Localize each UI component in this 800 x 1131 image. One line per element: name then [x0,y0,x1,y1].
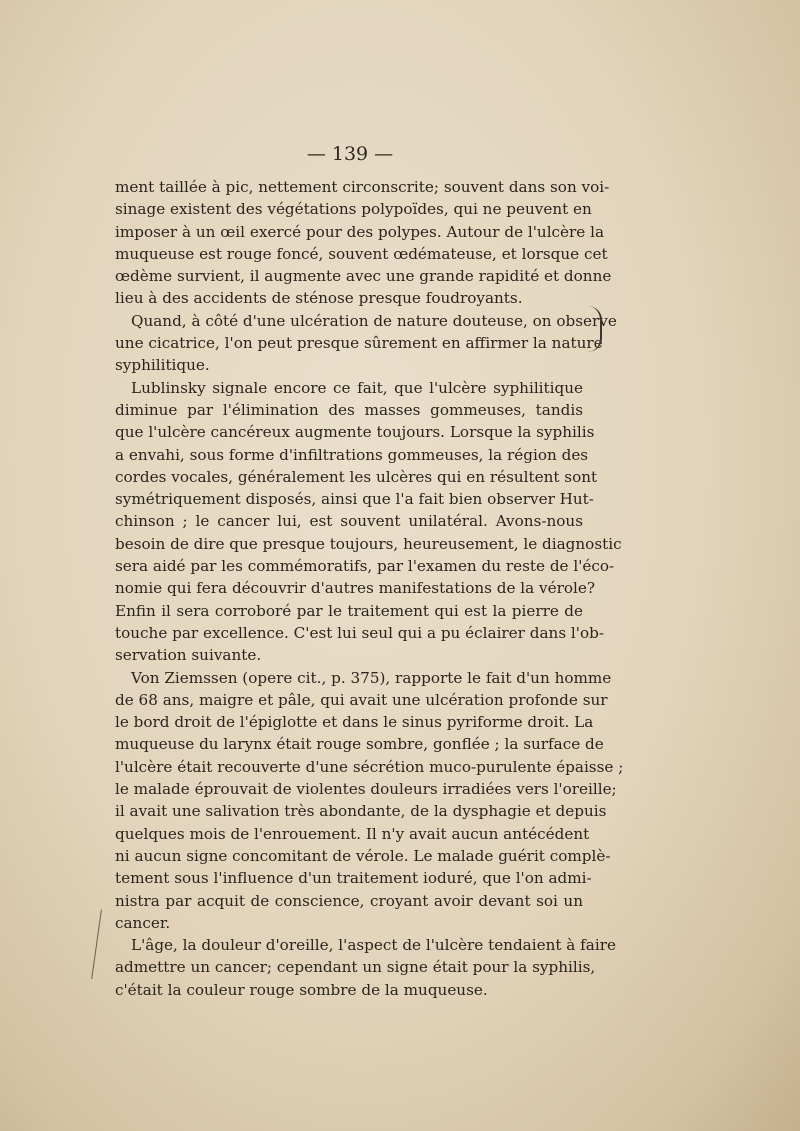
text-line: c'était la couleur rouge sombre de la muqueuse. [115,980,488,999]
text-line: syphilitique. [115,356,210,375]
text-line: lieu à des accidents de sténose presque foudroyants. [115,289,523,308]
text-line: diminue par l'élimination des masses gommeuses, tandis [115,400,583,419]
text-line: il avait une salivation très abondante, de la dysphagie et depuis [115,802,607,821]
text-line: tement sous l'influence d'un traitement ioduré, que l'on admi- [115,869,592,888]
text-line: cordes vocales, généralement les ulcères qui en résultent sont [115,467,598,486]
text-line: sera aidé par les commémoratifs, par l'examen du reste de l'éco- [115,557,615,576]
text-line: œdème survient, il augmente avec une grande rapidité et donne [115,267,612,286]
text-line: symétriquement disposés, ainsi que l'a fait bien observer Hut- [115,490,594,509]
text-line: le malade éprouvait de violentes douleurs irradiées vers l'oreille; [115,780,617,799]
margin-pencil-mark [91,910,110,981]
text-line: ment taillée à pic, nettement circonscrite; souvent dans son voi- [115,178,610,196]
margin-bracket [586,306,602,352]
text-line: muqueuse est rouge foncé, souvent œdémateuse, et lorsque cet [115,244,608,263]
page-number: — 139 — [306,143,394,165]
text-line: une cicatrice, l'on peut presque sûrement en affirmer la nature [115,334,603,353]
text-line: imposer à un œil exercé pour des polypes. Autour de l'ulcère la [115,222,605,241]
text-line: sinage existent des végétations polypoïdes, qui ne peuvent en [115,200,592,219]
text-line: nomie qui fera découvrir d'autres manifestations de la vérole? [115,579,595,598]
text-line: admettre un cancer; cependant un signe était pour la syphilis, [115,958,596,977]
text-line: servation suivante. [115,646,262,665]
text-line: Von Ziemssen (opere cit., p. 375), rapporte le fait d'un homme [131,668,612,687]
text-line: l'ulcère était recouverte d'une sécrétion muco-purulente épaisse ; [115,757,624,776]
text-line: L'âge, la douleur d'oreille, l'aspect de l'ulcère tendaient à faire [131,936,616,955]
text-line: cancer. [115,913,171,932]
text-line: muqueuse du larynx était rouge sombre, gonflée ; la surface de [115,735,604,754]
text-line: nistra par acquit de conscience, croyant avoir devant soi un [115,891,583,910]
text-line: Quand, à côté d'une ulcération de nature douteuse, on observe [131,311,617,330]
text-line: de 68 ans, maigre et pâle, qui avait une ulcération profonde sur [115,690,608,709]
text-line: touche par excellence. C'est lui seul qui a pu éclairer dans l'ob- [115,623,604,642]
text-line: chinson ; le cancer lui, est souvent unilatéral. Avons-nous [115,512,583,531]
text-line: le bord droit de l'épiglotte et dans le sinus pyriforme droit. La [115,713,594,732]
text-line: que l'ulcère cancéreux augmente toujours. Lorsque la syphilis [115,423,595,442]
text-line: ni aucun signe concomitant de vérole. Le malade guérit complè- [115,846,611,865]
body-text [115,176,624,1001]
text-line: a envahi, sous forme d'infiltrations gommeuses, la région des [115,445,589,464]
text-line: Enfin il sera corroboré par le traitement qui est la pierre de [115,601,583,620]
text-line: besoin de dire que presque toujours, heureusement, le diagnostic [115,534,622,553]
text-line: quelques mois de l'enrouement. Il n'y avait aucun antécédent [115,824,590,843]
text-line: Lublinsky signale encore ce fait, que l'ulcère syphilitique [131,378,583,397]
